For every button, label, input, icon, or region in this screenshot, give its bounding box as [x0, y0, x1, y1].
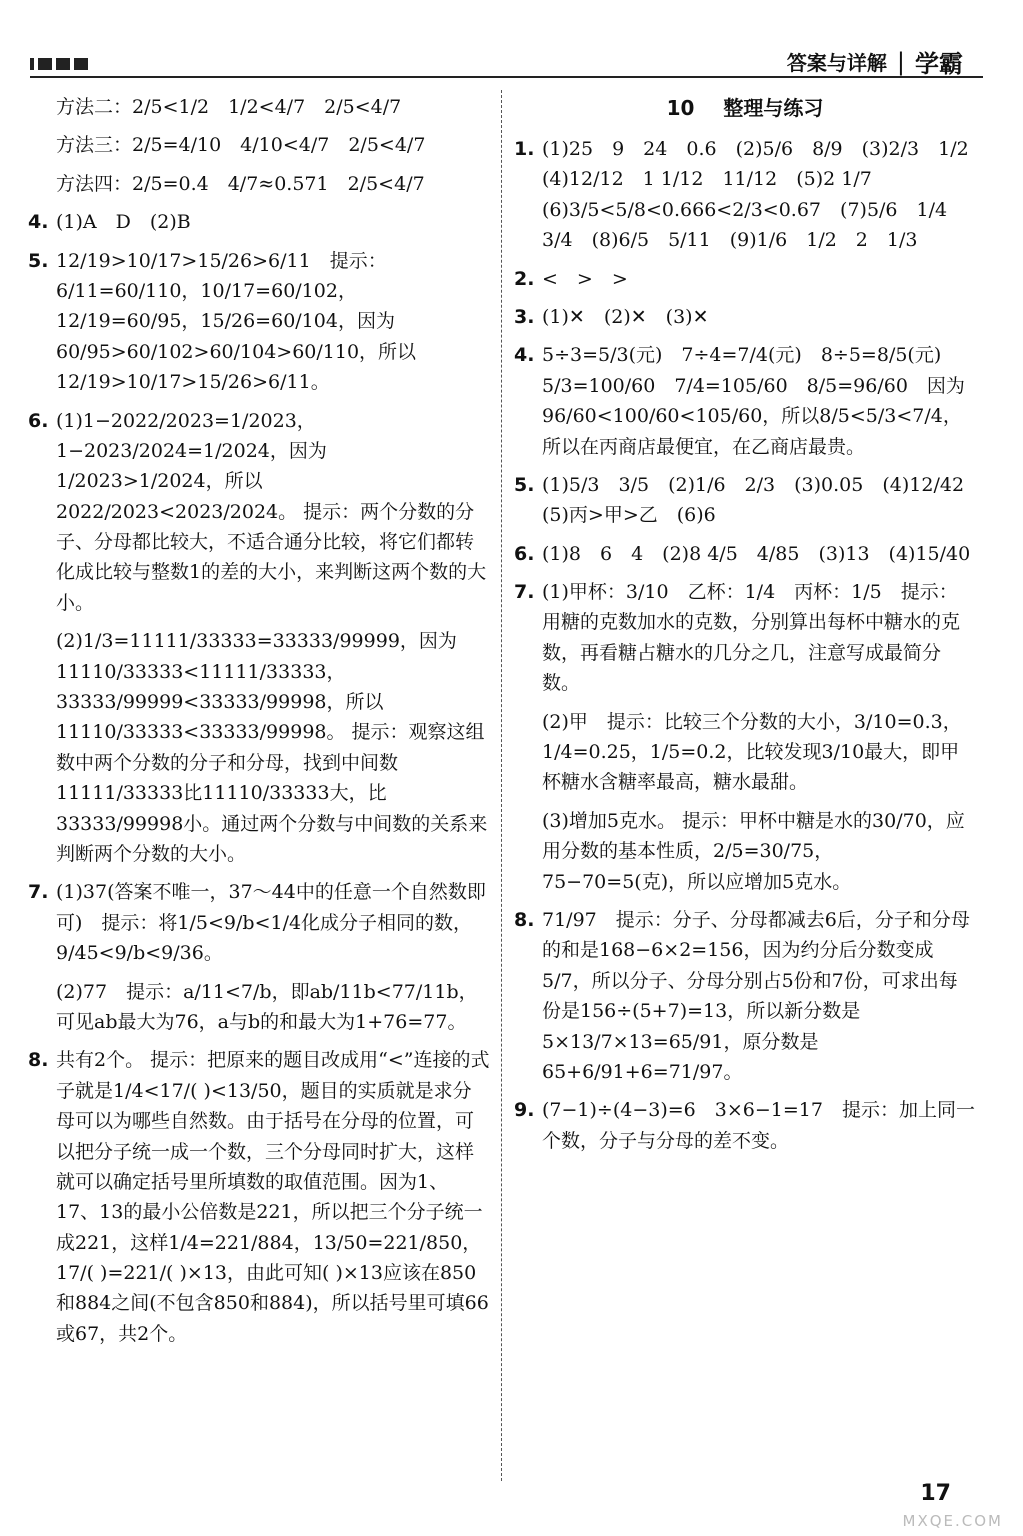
item-text: (1)37(答案不唯一，37～44中的任意一个自然数即可) 提示：将1/5<9/b<1/4化成分子相同的数，9/45<9/b<9/36。	[56, 881, 486, 965]
item-number: 8.	[28, 1049, 49, 1072]
header-separator: |	[896, 47, 905, 76]
item-text: (1)8 6 4 (2)8 4/5 4/85 (3)13 (4)15/40	[542, 542, 971, 565]
column-divider	[501, 90, 502, 1481]
item-text: 5÷3=5/3(元) 7÷4=7/4(元) 8÷5=8/5(元) 5/3=100/60 7/4=105/60 8/5=96/60 因为96/60<100/60<105/60，所以8/5<5/3<7/4，所以在丙商店最便宜，在乙商店最贵。	[542, 344, 965, 458]
answer-item	[514, 134, 988, 256]
item-text: (1)5/3 3/5 (2)1/6 2/3 (3)0.05 (4)12/42 (5)丙>甲>乙 (6)6	[542, 473, 984, 527]
section-heading	[514, 92, 976, 124]
section-title: 整理与练习	[723, 96, 824, 120]
item-number: 6.	[28, 409, 49, 432]
item-text: 共有2个。 提示：把原来的题目改成用“<”连接的式子就是1/4<17/( )<13/50，题目的实质就是求分母可以为哪些自然数。由于括号在分母的位置，可以把分子统一成一个数，三个分母同时扩大，这样就可以确定括号里所填数的取值范围。因为1、17、13的最小公倍数是221，所以把三个分子统一成221，这样1/4=221/884，13/50=221/850，17/( )=221/( )×13，由此可知( )×13应该在850和884之间(不包含850和884)，所以括号里可填66或67，共2个。	[56, 1049, 490, 1345]
item-text: 71/97 提示：分子、分母都减去6后，分子和分母的和是168−6×2=156，因为约分后分数变成5/7，所以分子、分母分别占5份和7份，可求出每份是156÷(5+7)=13，所以新分数是5×13/7×13=65/91，原分数是65+6/91+6=71/97。	[542, 908, 970, 1083]
method-line: 方法四：2/5=0.4 4/7≈0.571 2/5<4/7	[56, 172, 425, 195]
header-title: 答案与详解	[786, 51, 887, 75]
item-text: (1)1−2022/2023=1/2023，1−2023/2024=1/2024，因为1/2023>1/2024，所以2022/2023<2023/2024。 提示：两个分数的分子、分母都比较大，不适合通分比较，将它们都转化成比较与整数1的差的大小，来判断这两个数的大小。	[56, 409, 487, 614]
item-number: 7.	[514, 581, 535, 604]
method-line: 方法三：2/5=4/10 4/10<4/7 2/5<4/7	[56, 134, 426, 157]
header-square	[38, 58, 52, 70]
answer-item	[514, 806, 976, 897]
header-rule	[30, 76, 983, 78]
left-column	[28, 92, 490, 1357]
answer-item	[514, 577, 976, 699]
running-header	[787, 44, 963, 79]
item-text: (1)25 9 24 0.6 (2)5/6 8/9 (3)2/3 1/2 (4)12/12 1 1/12 11/12 (5)2 1/7 (6)3/5<5/8<0.666<2/3<0.67 (7)5/6 1/4 3/4 (8)6/5 5/11 (9)1/6 1/2 2 1/3	[542, 138, 988, 252]
right-column	[514, 92, 988, 1164]
item-number: 6.	[514, 542, 535, 565]
answer-item	[514, 470, 984, 531]
item-text: (2)1/3=11111/33333=33333/99999，因为11110/33333<11111/33333，33333/99999<33333/99998，所以11110/33333<33333/99998。 提示：观察这组数中两个分数的分子和分母，找到中间数11111/33333比11110/33333大，比33333/99998小。通过两个分数与中间数的关系来判断两个分数的大小。	[56, 630, 488, 865]
answer-item	[514, 302, 976, 332]
item-number: 4.	[514, 344, 535, 367]
answer-item	[28, 246, 490, 398]
item-text: (2)77 提示：a/11<7/b，即ab/11b<77/11b，可见ab最大为76，a与b的和最大为1+76=77。	[56, 980, 478, 1033]
method-line: 方法二：2/5<1/2 1/2<4/7 2/5<4/7	[56, 96, 402, 118]
answer-item	[514, 1095, 976, 1156]
answer-item	[28, 1045, 490, 1349]
answer-item	[514, 905, 976, 1087]
answer-item	[28, 406, 490, 619]
answer-item	[514, 340, 976, 462]
watermark: MXQE.COM	[902, 1512, 1003, 1530]
answer-item	[28, 977, 490, 1038]
item-text: (1)甲杯：3/10 乙杯：1/4 丙杯：1/5 提示：用糖的克数加水的克数，分别算出每杯中糖水的克数，再看糖占糖水的几分之几，注意写成最简分数。	[542, 581, 961, 695]
item-number: 3.	[514, 305, 535, 328]
answer-item	[514, 707, 976, 798]
item-text: (3)增加5克水。 提示：甲杯中糖是水的30/70，应用分数的基本性质，2/5=30/75，75−70=5(克)，所以应增加5克水。	[542, 809, 965, 893]
answer-item	[514, 264, 976, 294]
answer-item	[28, 207, 490, 237]
item-number: 9.	[514, 1099, 535, 1122]
item-number: 1.	[514, 138, 535, 160]
brand-logo: 学霸	[915, 50, 963, 78]
item-number: 8.	[514, 908, 535, 931]
header-square	[74, 58, 88, 70]
section-number: 10	[666, 96, 695, 120]
item-number: 7.	[28, 881, 49, 904]
item-text: < > >	[542, 267, 628, 290]
item-text: (1)A D (2)B	[56, 211, 191, 234]
answer-item	[514, 539, 976, 569]
item-text: (1)✕ (2)✕ (3)✕	[542, 305, 709, 328]
item-number: 5.	[28, 249, 49, 272]
item-text: 12/19>10/17>15/26>6/11 提示：6/11=60/110，10/17=60/102，12/19=60/95，15/26=60/104，因为60/95>60/102>60/104>60/110，所以12/19>10/17>15/26>6/11。	[56, 249, 417, 394]
page-number: 17	[920, 1481, 951, 1506]
item-number: 4.	[28, 211, 49, 234]
item-number: 5.	[514, 473, 535, 496]
item-number: 2.	[514, 267, 535, 290]
item-text: (7−1)÷(4−3)=6 3×6−1=17 提示：加上同一个数，分子与分母的差不变。	[542, 1099, 975, 1152]
header-bar	[30, 58, 34, 70]
item-text: (2)甲 提示：比较三个分数的大小，3/10=0.3，1/4=0.25，1/5=0.2，比较发现3/10最大，即甲杯糖水含糖率最高，糖水最甜。	[542, 710, 962, 794]
answer-item	[28, 877, 490, 968]
answer-item	[28, 626, 490, 869]
header-square	[56, 58, 70, 70]
header-decoration	[30, 58, 88, 70]
